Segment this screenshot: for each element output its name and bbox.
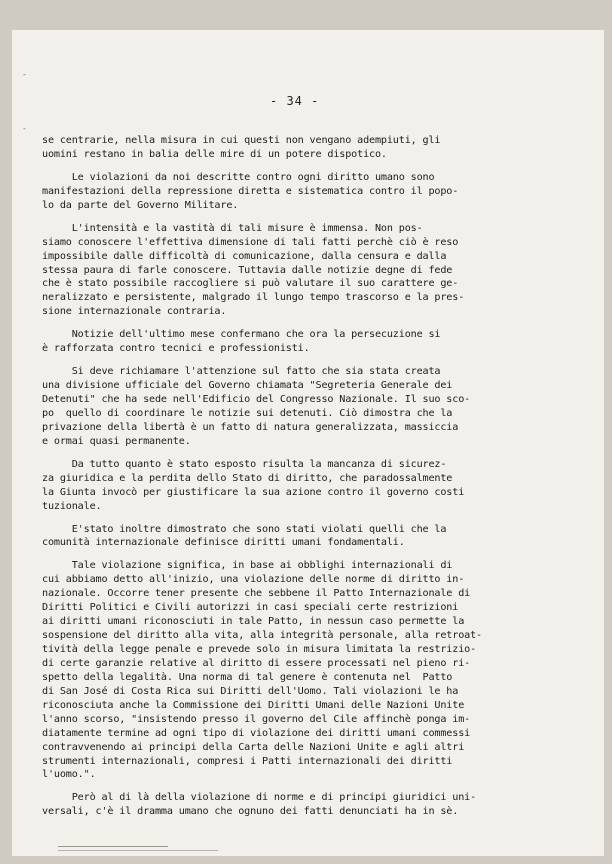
text-line: manifestazioni della repressione diretta e sistematica contro il popo-	[42, 185, 459, 197]
text-line: Detenuti" che ha sede nell'Edificio del Congresso Nazionale. Il suo sco-	[42, 394, 471, 405]
text-line: za giuridica e la perdita dello Stato di diritto, che paradossalmente	[42, 472, 453, 484]
text-line: Tale violazione significa, in base ai obblighi internazionali di	[42, 560, 453, 572]
paragraph	[42, 365, 602, 449]
text-line: diatamente termine ad ogni tipo di violazione dei diritti umani commessi	[42, 727, 471, 739]
text-line: Da tutto quanto è stato esposto risulta la mancanza di sicurez-	[42, 458, 447, 470]
text-line: di certe garanzie relative al diritto di essere processati nel pieno ri-	[42, 657, 471, 669]
text-line: cui abbiamo detto all'inizio, una violazione delle norme di diritto in-	[42, 574, 465, 586]
text-line: è rafforzata contro tecnici e professionisti.	[42, 343, 310, 355]
text-line: sospensione del diritto alla vita, alla integrità personale, alla retroat-	[42, 630, 482, 642]
body-text	[42, 134, 602, 828]
page-number: - 34 -	[270, 94, 320, 108]
text-line: L'intensità e la vastità di tali misure è immensa. Non pos-	[42, 222, 423, 234]
text-line: Però al di là della violazione di norme e di principi giuridici uni-	[42, 792, 477, 804]
text-line: una divisione ufficiale del Governo chiamata "Segreteria Generale dei	[42, 380, 453, 392]
text-line: impossibile dalle difficoltà di comunicazione, dalla censura e dalla	[42, 250, 447, 262]
paragraph	[42, 458, 602, 514]
text-line: l'uomo.".	[42, 769, 96, 781]
text-line: ai diritti umani riconosciuti in tale Patto, in nessun caso permette la	[42, 616, 465, 628]
text-line: che è stato possibile raccogliere si può valutare il suo carattere ge-	[42, 278, 459, 290]
text-line: tività della legge penale e prevede solo in misura limitata la restrizio-	[42, 644, 477, 655]
text-line: strumenti internazionali, compresi i Patti internazionali dei diritti	[42, 755, 453, 767]
paragraph	[42, 134, 602, 162]
footer-divider	[58, 846, 168, 847]
text-line: Notizie dell'ultimo mese confermano che ora la persecuzione si	[42, 329, 441, 341]
text-line: uomini restano in balia delle mire di un potere dispotico.	[42, 148, 387, 160]
footer-divider-secondary	[58, 850, 218, 851]
paragraph	[42, 523, 602, 551]
text-line: se centrarie, nella misura in cui questi non vengano adempiuti, gli	[42, 135, 441, 146]
text-line: siamo conoscere l'effettiva dimensione di tali fatti perchè ciò è reso	[42, 236, 459, 248]
text-line: privazione della libertà è un fatto di natura generalizzata, massiccia	[42, 421, 459, 433]
scan-marks: - -	[22, 70, 27, 133]
text-line: sione internazionale contraria.	[42, 306, 227, 318]
text-line: stessa paura di farle conoscere. Tuttavia dalle notizie degne di fede	[42, 264, 453, 276]
paragraph	[42, 559, 602, 782]
paragraph	[42, 222, 602, 320]
text-line: lo da parte del Governo Militare.	[42, 199, 239, 211]
text-line: la Giunta invocò per giustificare la sua azione contro il governo costi	[42, 486, 465, 498]
text-line: riconosciuta anche la Commissione dei Diritti Umani delle Nazioni Unite	[42, 699, 465, 711]
text-line: tuzionale.	[42, 500, 102, 512]
text-line: Si deve richiamare l'attenzione sul fatto che sia stata creata	[42, 366, 441, 378]
text-line: po quello di coordinare le notizie sui detenuti. Ciò dimostra che la	[42, 407, 453, 419]
paragraph	[42, 171, 602, 213]
text-line: l'anno scorso, "insistendo presso il governo del Cile affinchè ponga im-	[42, 713, 471, 725]
paragraph	[42, 328, 602, 356]
paragraph	[42, 791, 602, 819]
text-line: comunità internazionale definisce diritti umani fondamentali.	[42, 537, 405, 549]
text-line: Le violazioni da noi descritte contro ogni diritto umano sono	[42, 171, 435, 183]
text-line: spetto della legalità. Una norma di tal genere è contenuta nel Patto	[42, 671, 453, 683]
text-line: di San José di Costa Rica sui Diritti dell'Uomo. Tali violazioni le ha	[42, 685, 459, 697]
text-line: nazionale. Occorre tener presente che sebbene il Patto Internazionale di	[42, 588, 471, 600]
text-line: neralizzato e persistente, malgrado il lungo tempo trascorso e la pres-	[42, 292, 465, 304]
text-line: contravvenendo ai principi della Carta delle Nazioni Unite e agli altri	[42, 741, 465, 753]
text-line: e ormai quasi permanente.	[42, 435, 191, 447]
text-line: E'stato inoltre dimostrato che sono stati violati quelli che la	[42, 523, 447, 535]
text-line: versali, c'è il dramma umano che ognuno dei fatti denunciati ha in sè.	[42, 806, 459, 818]
text-line: Diritti Politici e Civili autorizzi in casi speciali certe restrizioni	[42, 602, 459, 614]
